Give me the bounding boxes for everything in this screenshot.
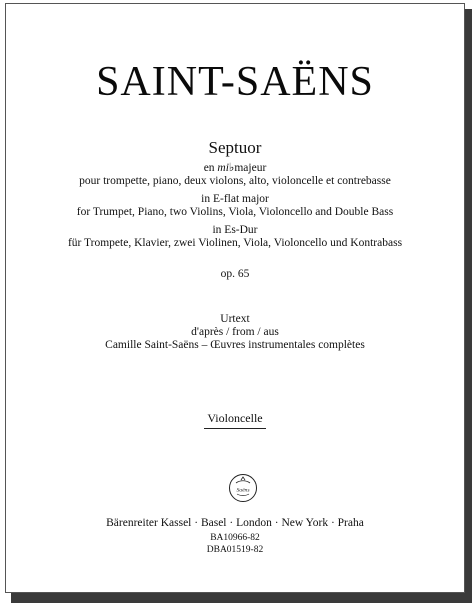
german-key: in Es-Dur (212, 224, 258, 236)
french-key (6, 161, 464, 175)
part-label: Violoncelle (204, 410, 265, 429)
english-instruments: for Trumpet, Piano, two Violins, Viola, Violoncello and Double Bass (76, 206, 394, 218)
publisher-logo-icon (228, 473, 258, 503)
source-edition: Camille Saint-Saëns – Œuvres instrumentales complètes (105, 339, 365, 351)
composer-name: SAINT-SAËNS (96, 59, 374, 105)
opus-number: op. 65 (220, 268, 250, 280)
work-title: Septuor (208, 138, 262, 157)
cover-page (5, 3, 465, 593)
logo-text: Saëns (236, 487, 250, 494)
french-instruments: pour trompette, piano, deux violons, alto, violoncelle et contrebasse (79, 175, 391, 187)
english-key: in E-flat major (201, 193, 269, 205)
catalog-code-2: DBA01519-82 (206, 545, 264, 555)
urtext-label: Urtext (220, 313, 250, 325)
part-label-wrap (6, 409, 464, 429)
publisher-line: Bärenreiter Kassel · Basel · London · New York · Praha (106, 517, 364, 529)
french-key-prefix: en (203, 162, 215, 174)
german-instruments: für Trompete, Klavier, zwei Violinen, Viola, Violoncello und Kontrabass (67, 237, 403, 249)
french-key-suffix: majeur (234, 162, 267, 174)
catalog-code-1: BA10966-82 (210, 533, 260, 543)
french-key-note: mi♭ (217, 162, 235, 174)
source-after: d'après / from / aus (191, 326, 279, 338)
